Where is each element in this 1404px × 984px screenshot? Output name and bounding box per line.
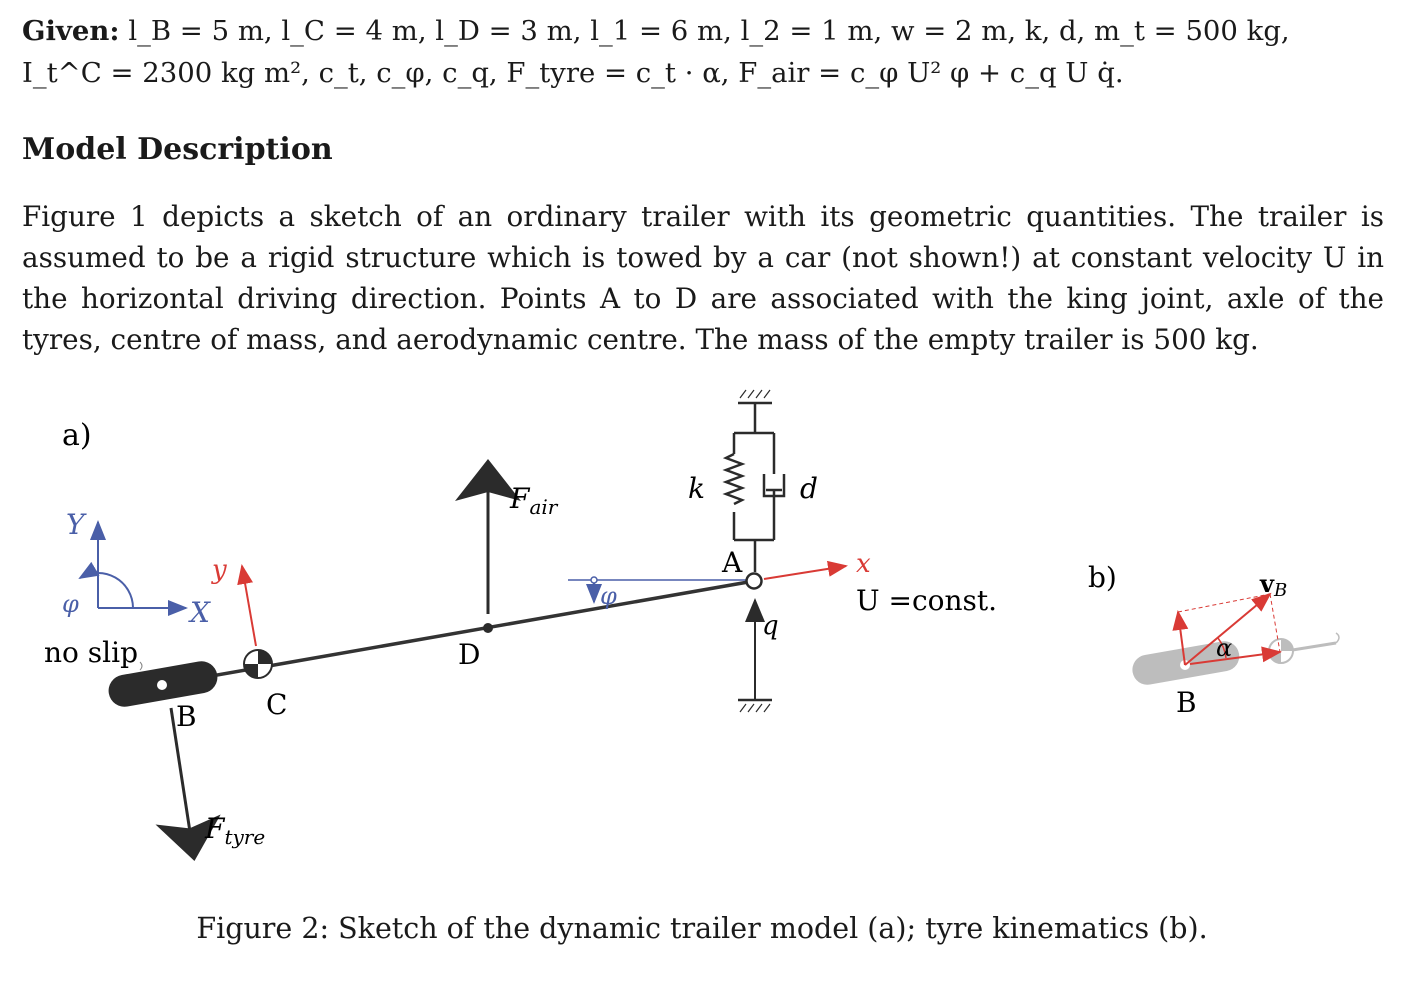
vB-label: vB	[1260, 569, 1288, 601]
given-line-2: I_t^C = 2300 kg m², c_t, c_φ, c_q, F_tyre = c_t · α, F_air = c_φ U² φ + c_q U q̇.	[22, 57, 1124, 89]
alpha-label: α	[1216, 634, 1233, 662]
panel-b-sketch	[1130, 594, 1339, 687]
phi-global-label: φ	[62, 590, 79, 618]
global-axes	[62, 508, 211, 629]
U-const-label: U =const.	[856, 584, 998, 617]
F-air-label: $F_{air}$	[510, 482, 558, 519]
local-y-label: y	[212, 555, 227, 585]
local-x-label: x	[856, 549, 871, 579]
trailer-sketch-svg	[0, 370, 1404, 890]
given-label: Given:	[22, 15, 120, 47]
local-y-axis	[242, 566, 256, 646]
local-x-axis	[764, 566, 846, 579]
point-D-label: D	[458, 638, 481, 671]
centre-of-mass-C	[244, 650, 272, 678]
panel-a-label: a)	[62, 418, 92, 453]
king-joint-A	[747, 574, 762, 589]
F-tyre-label: $F_{tyre}$	[205, 812, 266, 849]
point-D-marker	[483, 623, 493, 633]
point-B-label: B	[176, 700, 197, 733]
figure-caption: Figure 2: Sketch of the dynamic trailer model (a); tyre kinematics (b).	[196, 912, 1208, 945]
panel-b-label: b)	[1088, 561, 1117, 594]
axis-Y-label: Y	[66, 508, 85, 541]
trailer-figure	[0, 370, 1404, 890]
given-values-1: l_B = 5 m, l_C = 4 m, l_D = 3 m, l_1 = 6 m, l_2 = 1 m, w = 2 m, k, d, m_t = 500 kg,	[128, 15, 1290, 47]
damper-d-label: d	[800, 472, 818, 505]
model-description-paragraph: Figure 1 depicts a sketch of an ordinary trailer with its geometric quantities. The trailer is assumed to be a rigid structure which is towed by a car (not shown!) at constant velocity U in the horizontal driving direction. Points A to D are associated with the king joint, axle of the tyres, centre of mass, and aerodynamic centre. The mass of the empty trailer is 500 kg.	[22, 200, 1384, 356]
q-label: q	[762, 611, 779, 641]
given-line-1	[22, 10, 1384, 52]
phi-angle-label: φ	[600, 582, 617, 610]
given-block	[22, 10, 1384, 94]
spring-damper	[726, 390, 784, 572]
spring-k-label: k	[688, 472, 705, 505]
no-slip-label: no slip	[44, 636, 138, 669]
axis-X-label: X	[190, 596, 210, 629]
section-heading: Model Description	[22, 132, 333, 167]
point-B-b-label: B	[1176, 686, 1197, 719]
point-C-label: C	[266, 688, 288, 721]
point-A-label: A	[722, 546, 743, 579]
